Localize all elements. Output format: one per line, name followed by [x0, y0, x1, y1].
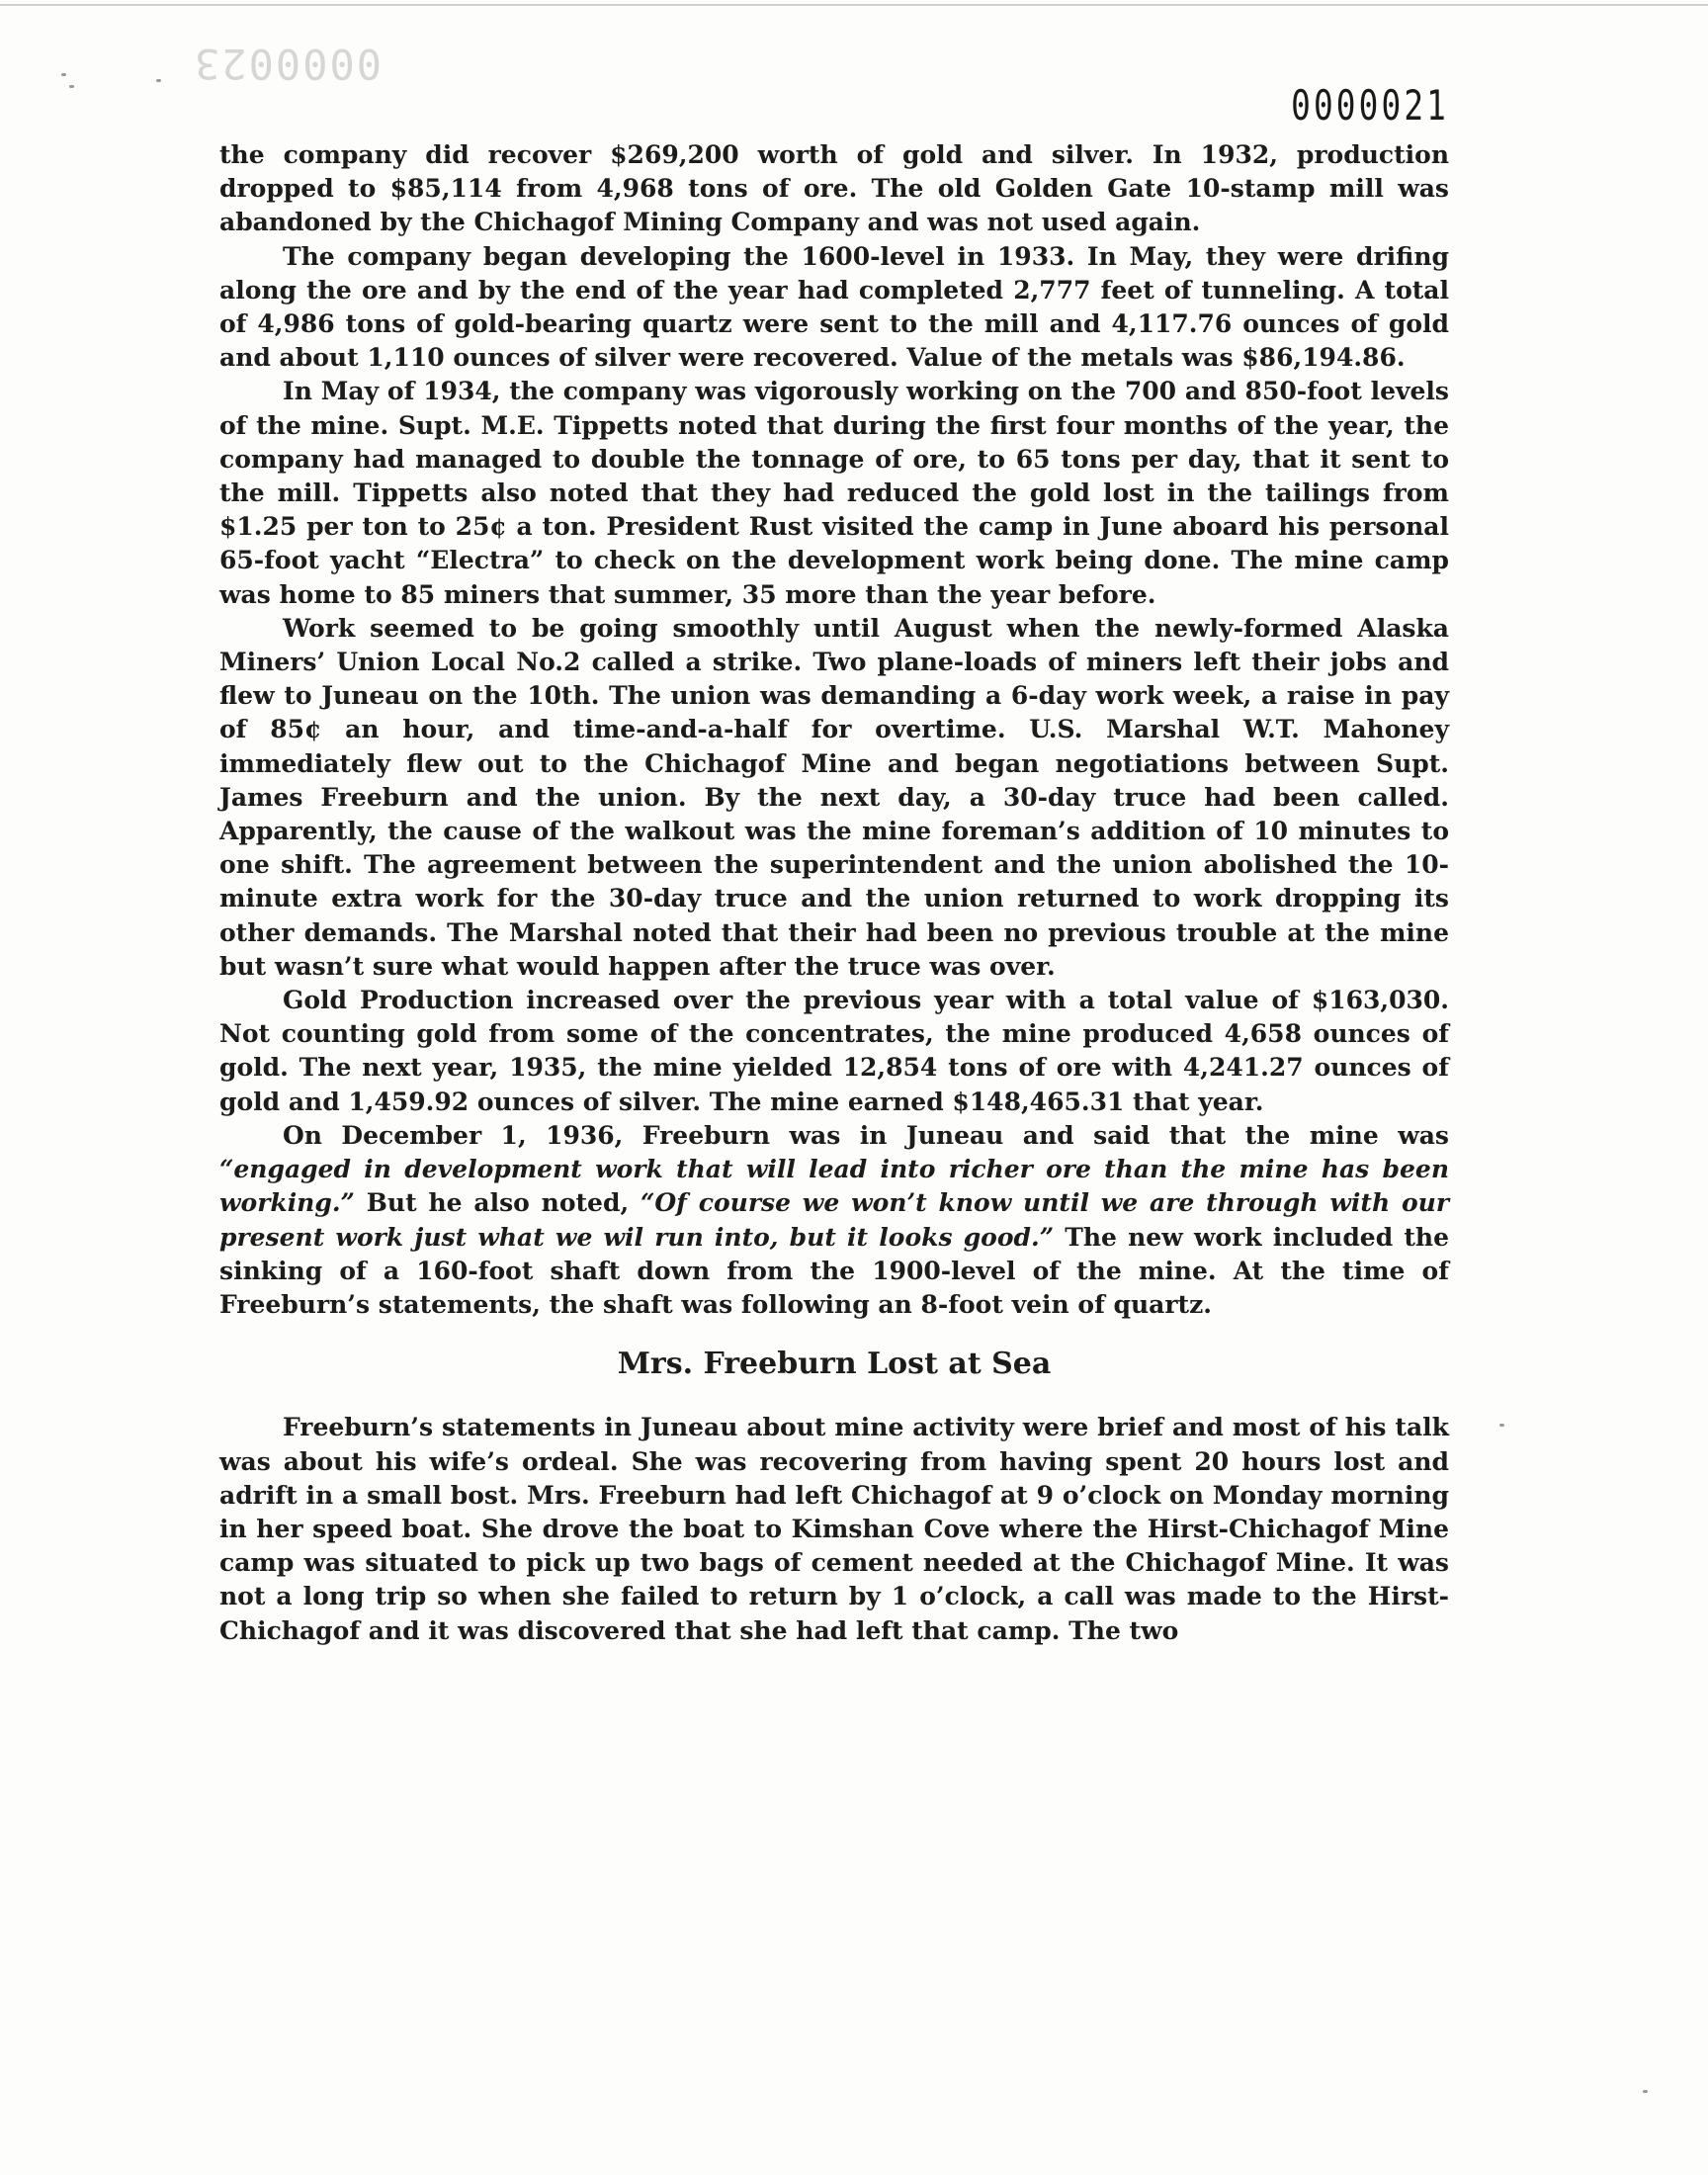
paragraph-december-1936 [219, 1119, 1449, 1322]
paragraph-strike: Work seemed to be going smoothly until August when the newly-formed Alaska Miners’ Union Local No.2 called a strike. Two plane-loads of miners left their jobs and flew to Juneau on the 10th. The union was demanding a 6-day work week, a raise in pay of 85¢ an hour, and time-and-a-half for overtime. U.S. Marshal W.T. Mahoney immediately flew out to the Chichagof Mine and began negotiations between Supt. James Freeburn and the union. By the next day, a 30-day truce had been called. Apparently, the cause of the walkout was the mine foreman’s addition of 10 minutes to one shift. The agreement between the superintendent and the union abolished the 10-minute extra work for the 30-day truce and the union returned to work dropping its other demands. The Marshal noted that their had been no previous trouble at the mine but wasn’t sure what would happen after the truce was over. [219, 613, 1449, 981]
bleed-through-number: 0000023 [193, 40, 383, 88]
scan-speck [156, 79, 161, 82]
dec-tail: The new work included the sinking of a 160-foot shaft down from the 1900-level of the mine. At the time of Freeburn’s statements, the shaft was following an 8-foot vein of quartz. [219, 1222, 1449, 1319]
scan-speck [69, 85, 74, 88]
freeburn-quote-1: “engaged in development work that will lead into richer ore than the mine has been working.” [219, 1155, 1449, 1218]
section-heading: Mrs. Freeburn Lost at Sea [617, 1347, 1052, 1382]
dec-middle: But he also noted, [354, 1188, 640, 1218]
dec-lead: On December 1, 1936, Freeburn was in Juneau and said that the mine was [283, 1120, 1449, 1150]
paragraph-1600-level: The company began developing the 1600-level in 1933. In May, they were drifing along the ore and by the end of the year had completed 2,777 feet of tunneling. A total of 4,986 tons of gold-bearing quartz were sent to the mill and 4,117.76 ounces of gold and about 1,110 ounces of silver were recovered. Value of the metals was $86,194.86. [219, 241, 1449, 373]
paragraph-production-1932: the company did recover $269,200 worth of gold and silver. In 1932, production dropped to $85,114 from 4,968 tons of ore. The old Golden Gate 10-stamp mill was abandoned by the Chichagof Mining Company and was not used again. [219, 140, 1449, 237]
paragraph-lost-at-sea: Freeburn’s statements in Juneau about mine activity were brief and most of his talk was about his wife’s ordeal. She was recovering from having spent 20 hours lost and adrift in a small bost. Mrs. Freeburn had left Chichagof at 9 o’clock on Monday morning in her speed boat. She drove the boat to Kimshan Cove where the Hirst-Chichagof Mine camp was situated to pick up two bags of cement needed at the Chichagof Mine. It was not a long trip so when she failed to return by 1 o’clock, a call was made to the Hirst-Chichagof and it was discovered that she had left that camp. The two [219, 1413, 1449, 1645]
paragraph-gold-production: Gold Production increased over the previous year with a total value of $163,030. Not counting gold from some of the concentrates, the mine produced 4,658 ounces of gold. The next year, 1935, the mine yielded 12,854 tons of ore with 4,241.27 ounces of gold and 1,459.92 ounces of silver. The mine earned $148,465.31 that year. [219, 986, 1449, 1116]
scan-speck [61, 73, 66, 76]
scan-speck [1643, 2090, 1648, 2093]
paragraph-may-1934: In May of 1934, the company was vigorously working on the 700 and 850-foot levels of the mine. Supt. M.E. Tippetts noted that during the first four months of the year, the company had managed to double the tonnage of ore, to 65 tons per day, that it sent to the mill. Tippetts also noted that they had reduced the gold lost in the tailings from $1.25 per ton to 25¢ a ton. President Rust visited the camp in June aboard his personal 65-foot yacht “Electra” to check on the development work being done. The mine camp was home to 85 miners that summer, 35 more than the year before. [219, 377, 1449, 609]
scan-top-edge [0, 4, 1708, 6]
freeburn-quote-2: “Of course we won’t know until we are through with our present work just what we wil run into, but it looks good.” [219, 1188, 1450, 1252]
document-body [219, 138, 1449, 1648]
page-number: 0000021 [1291, 81, 1449, 130]
scan-speck [1499, 1424, 1504, 1427]
